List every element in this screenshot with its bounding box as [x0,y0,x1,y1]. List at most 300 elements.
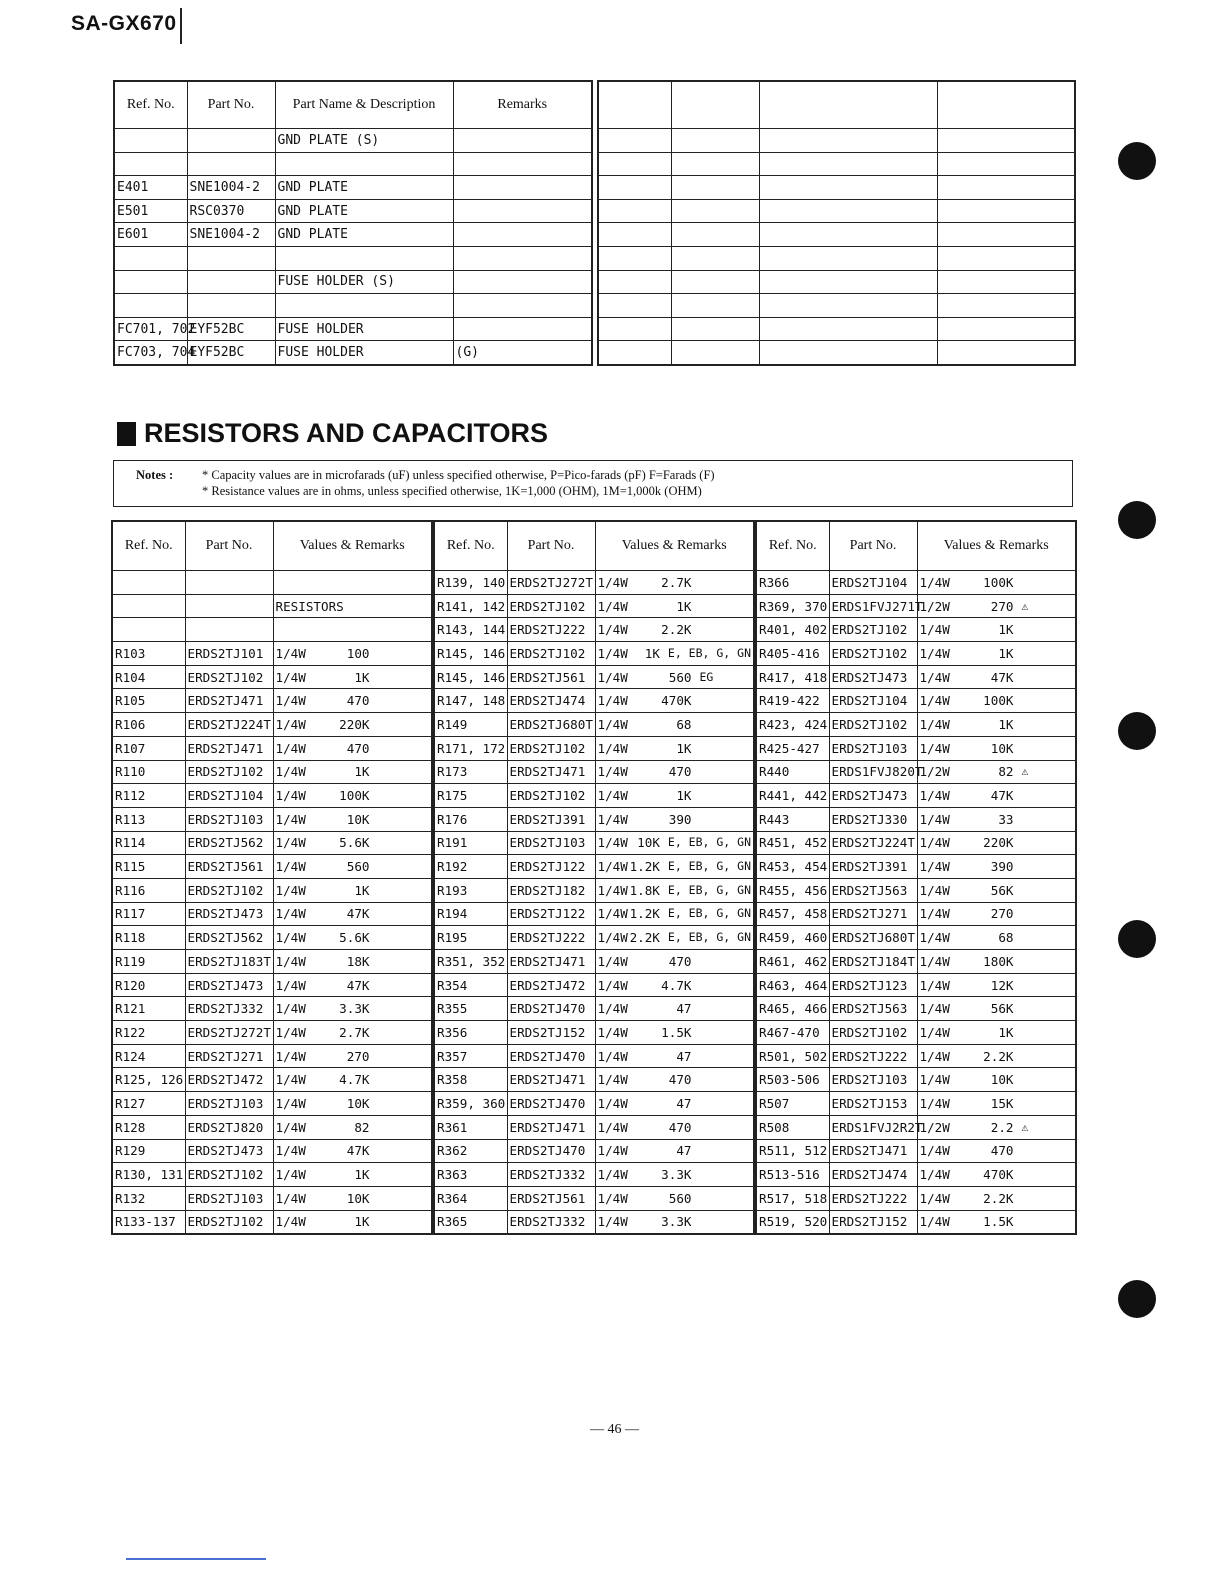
ref-no-cell [112,618,185,642]
ref-no-cell: R176 [434,807,507,831]
resistor-row [756,902,1076,926]
part-no-cell: ERDS2TJ102 [829,618,917,642]
wattage: 1/2W [919,764,950,780]
resistor-row [112,665,432,689]
empty-cell [759,199,937,223]
empty-cell [759,317,937,341]
ref-no-cell: R130, 131 [112,1163,185,1187]
ref-no-cell: R366 [756,571,829,595]
wattage: 1/4W [597,1001,628,1017]
resistance: 10K [346,1095,370,1111]
value-cell [595,1068,754,1092]
table-cell [114,152,187,176]
resistor-row [756,855,1076,879]
resistor-row [756,689,1076,713]
value-cell [917,831,1076,855]
wattage: 1/4W [275,764,306,780]
wattage: 1/4W [919,1143,950,1159]
resistance: 100 [346,645,370,661]
empty-cell [671,152,759,176]
resistor-row [112,1021,432,1045]
wattage: 1/4W [919,977,950,993]
parts-table [113,80,593,366]
resistor-row [112,1044,432,1068]
resistance: 1K [354,1167,370,1183]
resistor-row [434,1068,754,1092]
ref-no-cell: R461, 462 [756,950,829,974]
part-no-cell: ERDS2TJ472 [185,1068,273,1092]
ref-no-cell: R110 [112,760,185,784]
resistor-row [756,784,1076,808]
table-cell: FC703, 704 [114,341,187,365]
part-no-cell: ERDS2TJ474 [829,1163,917,1187]
resistor-row [112,594,432,618]
value-cell [273,1186,432,1210]
resistor-row [434,973,754,997]
wattage: 1/4W [919,906,950,922]
resistance: 560 [668,1190,692,1206]
wattage: 1/4W [919,953,950,969]
ref-no-cell: R355 [434,997,507,1021]
empty-cell [759,81,937,129]
wattage: 1/4W [275,1001,306,1017]
ref-no-cell: R457, 458 [756,902,829,926]
value-cell [595,571,754,595]
resistor-row [434,760,754,784]
ref-no-cell: R193 [434,878,507,902]
part-no-cell: ERDS2TJ472 [507,973,595,997]
ref-no-cell: R114 [112,831,185,855]
table-row [114,223,592,247]
resistor-table-1 [111,520,433,1235]
part-no-cell: ERDS2TJ471 [507,950,595,974]
wattage: 1/4W [919,1095,950,1111]
resistance: 2.2K [983,1190,1014,1206]
table-cell: E601 [114,223,187,247]
part-no-cell: ERDS2TJ102 [185,1210,273,1234]
empty-cell [671,223,759,247]
value-cell [273,689,432,713]
column-header: Values & Remarks [595,521,754,571]
value-cell [273,713,432,737]
resistance: 68 [676,716,692,732]
table-cell [187,246,275,270]
value-cell [595,1021,754,1045]
part-no-cell: ERDS2TJ471 [185,689,273,713]
resistor-row [434,594,754,618]
wattage: 1/4W [597,835,628,851]
resistor-row [112,571,432,595]
ref-no-cell: R405-416 [756,642,829,666]
resistance: 1K [676,788,692,804]
resistor-row [112,1139,432,1163]
ref-no-cell: R104 [112,665,185,689]
ref-no-cell: R124 [112,1044,185,1068]
part-no-cell: ERDS2TJ102 [185,760,273,784]
empty-cell [671,176,759,200]
empty-cell [759,129,937,153]
header-rule [180,8,182,44]
ref-no-cell: R363 [434,1163,507,1187]
resistance: 470 [668,1072,692,1088]
part-no-cell: ERDS2TJ561 [185,855,273,879]
value-cell [273,950,432,974]
resistor-row [112,855,432,879]
ref-no-cell: R122 [112,1021,185,1045]
value-cell [273,973,432,997]
ref-no-cell: R364 [434,1186,507,1210]
resistor-row [756,1092,1076,1116]
resistor-row [112,713,432,737]
ref-no-cell [112,594,185,618]
resistance: 10K [346,811,370,827]
remark: E, EB, G, GN [667,835,751,850]
value-cell [917,784,1076,808]
section-title-text: RESISTORS AND CAPACITORS [144,418,549,448]
wattage: 1/4W [275,930,306,946]
value-cell [273,618,432,642]
ref-no-cell: R128 [112,1115,185,1139]
table-cell: GND PLATE [275,176,453,200]
resistor-row [112,760,432,784]
part-no-cell: ERDS2TJ103 [507,831,595,855]
resistor-row [112,1115,432,1139]
part-no-cell: ERDS2TJ101 [185,642,273,666]
ref-no-cell: R440 [756,760,829,784]
ref-no-cell: R118 [112,926,185,950]
resistor-row [112,1210,432,1234]
part-no-cell: ERDS2TJ102 [185,1163,273,1187]
wattage: 1/4W [597,811,628,827]
part-no-cell: ERDS2TJ470 [507,1092,595,1116]
table-row [598,152,1075,176]
part-no-cell: ERDS2TJ272T [185,1021,273,1045]
resistance: 47K [990,669,1014,685]
resistance: 10K [990,740,1014,756]
wattage: 1/4W [275,1214,306,1230]
wattage: 1/4W [597,1024,628,1040]
resistance: 47 [676,1095,692,1111]
part-no-cell: ERDS2TJ471 [507,1068,595,1092]
table-cell: FUSE HOLDER (S) [275,270,453,294]
ref-no-cell: R365 [434,1210,507,1234]
ref-no-cell: R519, 520 [756,1210,829,1234]
empty-cell [671,129,759,153]
table-cell [114,246,187,270]
value-cell [595,784,754,808]
column-header: Values & Remarks [917,521,1076,571]
table-row [598,81,1075,129]
resistance: 270 [990,598,1014,614]
ref-no-cell: R358 [434,1068,507,1092]
resistor-row [112,1163,432,1187]
wattage: 1/4W [597,1095,628,1111]
empty-cell [759,341,937,365]
table-cell [453,270,592,294]
part-no-cell: ERDS2TJ224T [185,713,273,737]
resistor-row [112,997,432,1021]
resistance: 2.2 [990,1119,1014,1135]
model-number: SA-GX670 [71,12,177,35]
resistor-row [434,1092,754,1116]
resistor-row [434,1186,754,1210]
value-cell [273,926,432,950]
resistor-row [112,736,432,760]
resistance: 47K [990,788,1014,804]
ref-no-cell: R171, 172 [434,736,507,760]
punch-hole [1118,712,1156,750]
empty-cell [598,129,671,153]
header-remarks: Remarks [453,81,592,129]
value-cell [595,878,754,902]
table-row [598,129,1075,153]
value-cell [273,1021,432,1045]
column-header: Ref. No. [756,521,829,571]
resistor-row [434,665,754,689]
table-cell [453,129,592,153]
part-no-cell: ERDS2TJ561 [507,1186,595,1210]
ref-no-cell: R463, 464 [756,973,829,997]
ref-no-cell: R132 [112,1186,185,1210]
wattage: 1/4W [919,669,950,685]
part-no-cell: ERDS2TJ562 [185,926,273,950]
empty-cell [937,176,1075,200]
part-no-cell [185,571,273,595]
table-cell: FC701, 702 [114,317,187,341]
wattage: 1/4W [597,1167,628,1183]
ref-no-cell: R141, 142 [434,594,507,618]
value-cell [273,1139,432,1163]
notes-box [113,460,1073,507]
wattage: 1/4W [275,1095,306,1111]
part-no-cell: ERDS1FVJ271T [829,594,917,618]
value-cell [917,1068,1076,1092]
wattage: 1/4W [919,882,950,898]
resistance: 1.8K [629,882,660,898]
wattage: 1/4W [597,1214,628,1230]
resistor-row [112,831,432,855]
header-part-name: Part Name & Description [275,81,453,129]
resistor-row [434,855,754,879]
resistor-row [756,1139,1076,1163]
resistor-row [756,831,1076,855]
resistor-row [756,807,1076,831]
ref-no-cell: R119 [112,950,185,974]
table-cell: E501 [114,199,187,223]
resistance: 220K [339,716,370,732]
resistance: 1K [998,1024,1014,1040]
empty-cell [937,317,1075,341]
value-cell [917,1210,1076,1234]
empty-cell [759,223,937,247]
notes-line-1: * Capacity values are in microfarads (uF) unless specified otherwise, P=Pico-farads (pF) F=Farads (F) [202,468,715,482]
resistor-row [756,618,1076,642]
wattage: 1/4W [597,645,628,661]
value-cell [595,1115,754,1139]
resistor-row [112,926,432,950]
value-cell [273,1210,432,1234]
remark: E, EB, G, GN [667,906,751,921]
part-no-cell: ERDS2TJ332 [507,1163,595,1187]
empty-cell [598,81,671,129]
part-no-cell: ERDS2TJ103 [829,1068,917,1092]
value-cell [917,855,1076,879]
part-no-cell [185,618,273,642]
part-no-cell: ERDS2TJ102 [507,784,595,808]
part-no-cell: ERDS2TJ470 [507,1139,595,1163]
wattage: 1/4W [597,740,628,756]
remark: EG [699,669,714,684]
part-no-cell: ERDS2TJ184T [829,950,917,974]
wattage: 1/4W [275,906,306,922]
part-no-cell: ERDS2TJ563 [829,997,917,1021]
table-cell: EYF52BC [187,317,275,341]
value-cell [273,1044,432,1068]
resistor-row [756,950,1076,974]
value-cell [273,736,432,760]
section-bullet [117,422,136,446]
ref-no-cell: R149 [434,713,507,737]
section-title [117,418,548,449]
ref-no-cell: R369, 370 [756,594,829,618]
value-cell [273,997,432,1021]
ref-no-cell: R115 [112,855,185,879]
resistance: 2.7K [339,1024,370,1040]
resistance: 2.2K [629,930,660,946]
wattage: 1/4W [597,953,628,969]
resistor-row [756,1210,1076,1234]
empty-cell [598,294,671,318]
table-cell: GND PLATE [275,199,453,223]
empty-cell [937,129,1075,153]
ref-no-cell: R103 [112,642,185,666]
resistance: 470 [990,1143,1014,1159]
wattage: 1/4W [597,1072,628,1088]
value-cell [273,665,432,689]
ref-no-cell: R127 [112,1092,185,1116]
part-no-cell: ERDS1FVJ2R2T [829,1115,917,1139]
ref-no-cell: R517, 518 [756,1186,829,1210]
table-cell: E401 [114,176,187,200]
ref-no-cell: R173 [434,760,507,784]
ref-no-cell: R507 [756,1092,829,1116]
ref-no-cell: R455, 456 [756,878,829,902]
part-no-cell: ERDS2TJ103 [185,1186,273,1210]
part-no-cell: ERDS2TJ820 [185,1115,273,1139]
resistor-row [112,950,432,974]
wattage: 1/2W [919,598,950,614]
value-cell [917,618,1076,642]
value-cell [917,689,1076,713]
ref-no-cell: R351, 352 [434,950,507,974]
table-cell [453,152,592,176]
part-no-cell: ERDS2TJ104 [185,784,273,808]
value-cell [595,831,754,855]
empty-cell [937,294,1075,318]
resistance: 390 [990,859,1014,875]
ref-no-cell: R465, 466 [756,997,829,1021]
wattage: 1/4W [275,1190,306,1206]
part-no-cell: ERDS2TJ152 [507,1021,595,1045]
empty-cell [937,246,1075,270]
value-cell [273,831,432,855]
wattage: 1/4W [275,1119,306,1135]
part-no-cell: ERDS2TJ473 [829,784,917,808]
resistance: 3.3K [661,1214,692,1230]
resistance: 1K [644,645,660,661]
part-no-cell: ERDS2TJ103 [185,1092,273,1116]
empty-cell [759,294,937,318]
part-no-cell: ERDS2TJ222 [829,1044,917,1068]
resistor-row [434,571,754,595]
value-cell [595,594,754,618]
value-cell [595,713,754,737]
resistance: 47 [676,1048,692,1064]
wattage: 1/4W [919,740,950,756]
resistance: 470 [346,740,370,756]
remark: E, EB, G, GN [667,930,751,945]
table-row [598,246,1075,270]
punch-hole [1118,920,1156,958]
part-no-cell: ERDS2TJ122 [507,855,595,879]
notes-line-2: * Resistance values are in ohms, unless specified otherwise, 1K=1,000 (OHM), 1M=1,000k (OHM) [202,484,702,498]
part-no-cell: ERDS2TJ222 [829,1186,917,1210]
table-cell [453,294,592,318]
part-no-cell: ERDS2TJ330 [829,807,917,831]
ref-no-cell: R508 [756,1115,829,1139]
wattage: 1/4W [597,977,628,993]
part-no-cell: ERDS2TJ103 [829,736,917,760]
resistor-row [434,1163,754,1187]
table-row [598,270,1075,294]
part-no-cell: ERDS2TJ152 [829,1210,917,1234]
ref-no-cell: R423, 424 [756,713,829,737]
ref-no-cell: R107 [112,736,185,760]
wattage: 1/4W [275,1167,306,1183]
value-cell [595,618,754,642]
resistor-row [434,807,754,831]
punch-hole [1118,1280,1156,1318]
resistor-table-2 [433,520,755,1235]
resistance: 56K [990,1001,1014,1017]
resistance: 47K [346,977,370,993]
table-cell [453,317,592,341]
table-row [114,294,592,318]
header-part-no: Part No. [187,81,275,129]
table-cell: SNE1004-2 [187,176,275,200]
wattage: 1/4W [275,1048,306,1064]
resistance: 33 [998,811,1014,827]
value-cell [595,1044,754,1068]
part-no-cell: ERDS2TJ102 [185,665,273,689]
value-cell [595,950,754,974]
value-cell [917,997,1076,1021]
resistance: 5.6K [339,930,370,946]
ref-no-cell: R121 [112,997,185,1021]
ref-no-cell: R129 [112,1139,185,1163]
part-no-cell: ERDS2TJ471 [507,760,595,784]
resistance: 5.6K [339,835,370,851]
empty-cell [598,246,671,270]
ref-no-cell: R139, 140 [434,571,507,595]
wattage: 1/4W [597,622,628,638]
ref-no-cell: R354 [434,973,507,997]
part-no-cell: ERDS2TJ562 [185,831,273,855]
empty-cell [759,270,937,294]
table-cell [114,270,187,294]
wattage: 1/4W [597,859,628,875]
resistance: 10K [637,835,660,851]
